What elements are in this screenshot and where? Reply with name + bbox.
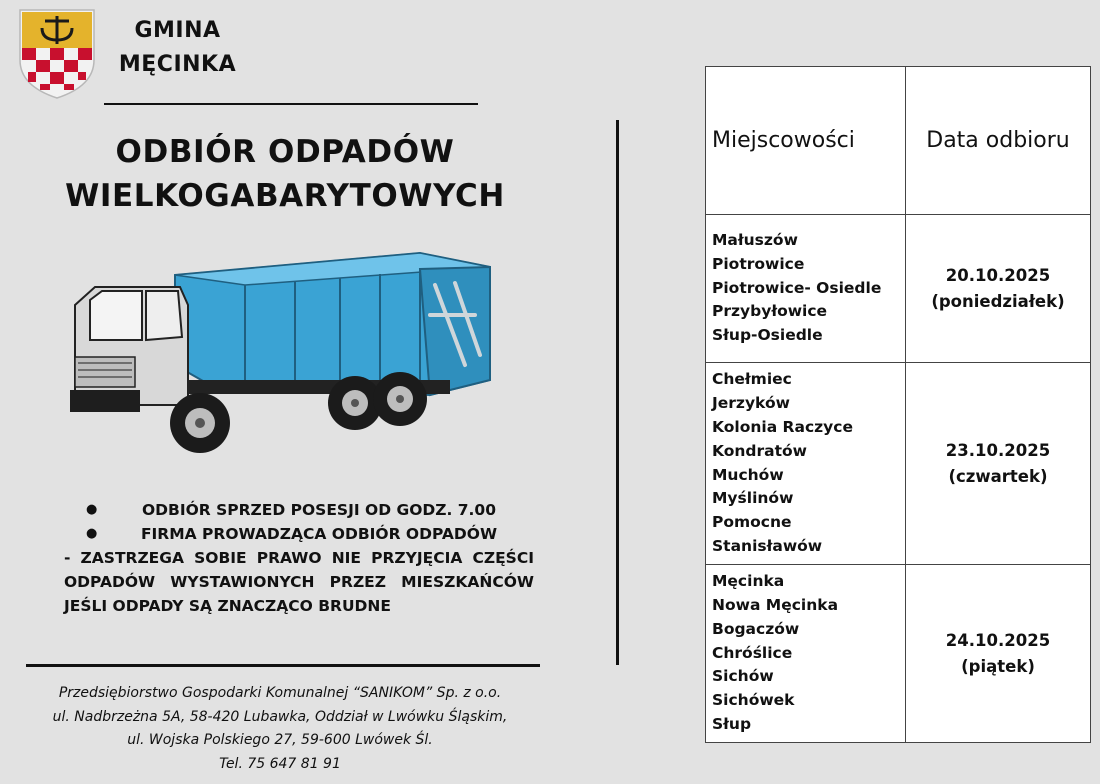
place-name: Jerzyków — [712, 394, 790, 413]
footer-address-1: ul. Nadbrzeżna 5A, 58-420 Lubawka, Oddział w Lwówku Śląskim, — [52, 708, 508, 725]
table-header-row — [706, 67, 1091, 215]
place-name: Słup — [712, 714, 752, 733]
notice-text: FIRMA PROWADZĄCA ODBIÓR ODPADÓW — [140, 525, 498, 543]
place-name: Przybyłowice — [712, 302, 828, 321]
places-cell — [706, 363, 906, 565]
place-name: Sichów — [712, 667, 774, 686]
page-title — [30, 130, 540, 218]
place-name: Chełmiec — [712, 370, 792, 389]
notice-text: ODBIÓR SPRZED POSESJI OD GODZ. 7.00 — [141, 501, 497, 519]
places-cell — [706, 565, 906, 743]
collection-date: 23.10.2025 — [945, 440, 1051, 460]
collection-weekday: (piątek) — [961, 656, 1035, 676]
header-places: Miejscowości — [706, 67, 906, 215]
table-row — [706, 565, 1091, 743]
company-footer — [20, 682, 540, 776]
notice-item — [64, 522, 534, 546]
table-row — [706, 363, 1091, 565]
notice-item — [64, 498, 534, 522]
place-name: Kolonia Raczyce — [712, 417, 853, 436]
place-name: Kondratów — [712, 441, 807, 460]
place-name: Męcinka — [712, 572, 785, 591]
notice-note: - ZASTRZEGA SOBIE PRAWO NIE PRZYJĘCIA CZĘŚCI ODPADÓW WYSTAWIONYCH PRZEZ MIESZKAŃCÓW JEŚLI ODPADY SĄ ZNACZĄCO BRUDNE — [64, 549, 534, 615]
table-row — [706, 215, 1091, 363]
footer-address-2: ul. Wojska Polskiego 27, 59-600 Lwówek Śl. — [127, 732, 433, 748]
places-cell — [706, 215, 906, 363]
municipality-name — [110, 14, 245, 82]
place-name: Piotrowice — [712, 254, 805, 273]
place-name: Małuszów — [712, 231, 798, 249]
place-name: Nowa Męcinka — [712, 596, 839, 614]
bullet-icon: ● — [86, 526, 98, 541]
collection-weekday: (czwartek) — [948, 466, 1048, 486]
date-cell — [906, 363, 1091, 565]
garbage-truck-icon — [70, 245, 500, 460]
collection-date: 24.10.2025 — [945, 630, 1051, 650]
title-line-1: ODBIÓR ODPADÓW — [115, 134, 455, 170]
coat-of-arms-icon — [18, 8, 96, 100]
place-name: Chróślice — [712, 643, 793, 662]
title-line-2: WIELKOGABARYTOWYCH — [65, 178, 505, 214]
municipality-line-1: GMINA — [134, 18, 221, 43]
header-divider — [104, 103, 478, 105]
place-name: Sichówek — [712, 691, 795, 710]
collection-schedule-table — [705, 66, 1091, 743]
place-name: Muchów — [712, 465, 784, 484]
header-date: Data odbioru — [906, 67, 1091, 215]
municipality-line-2: MĘCINKA — [118, 52, 237, 77]
date-cell — [906, 565, 1091, 743]
collection-weekday: (poniedziałek) — [931, 291, 1065, 311]
place-name: Słup-Osiedle — [712, 326, 823, 345]
collection-date: 20.10.2025 — [945, 265, 1051, 285]
place-name: Piotrowice- Osiedle — [712, 278, 882, 297]
place-name: Bogaczów — [712, 619, 800, 638]
date-cell — [906, 215, 1091, 363]
footer-divider — [26, 664, 540, 667]
vertical-divider — [616, 120, 619, 665]
bullet-icon: ● — [86, 502, 98, 517]
footer-phone: Tel. 75 647 81 91 — [219, 755, 341, 772]
place-name: Pomocne — [712, 513, 792, 532]
notices — [64, 498, 534, 618]
place-name: Myślinów — [712, 489, 794, 508]
footer-company: Przedsiębiorstwo Gospodarki Komunalnej “SANIKOM” Sp. z o.o. — [58, 685, 502, 701]
place-name: Stanisławów — [712, 536, 823, 555]
